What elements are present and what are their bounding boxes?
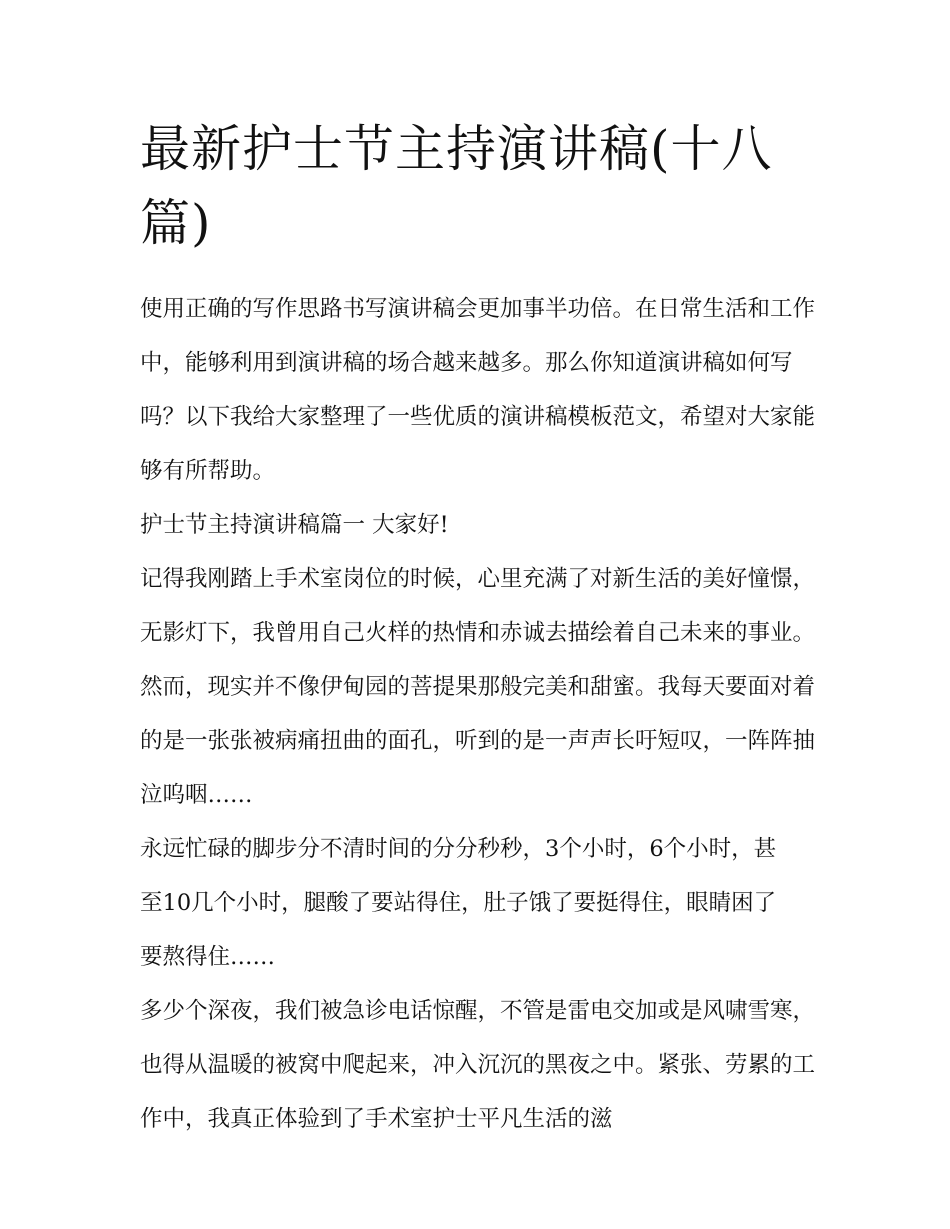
body-paragraph: 永远忙碌的脚步分不清时间的分分秒秒，3个小时，6个小时，甚至10几个小时，腿酸了要站得住，肚子饿了要挺得住，眼睛困了要熬得住…… — [140, 836, 777, 970]
body-paragraph: 多少个深夜，我们被急诊电话惊醒，不管是雷电交加或是风啸雪寒，也得从温暖的被窝中爬起来，冲入沉沉的黑夜之中。紧张、劳累的工作中，我真正体验到了手术室护士平凡生活的滋 — [140, 998, 816, 1132]
document-body — [140, 112, 815, 1146]
body-paragraph: 记得我刚踏上手术室岗位的时候，心里充满了对新生活的美好憧憬，无影灯下，我曾用自己火样的热情和赤诚去描绘着自己未来的事业。然而，现实并不像伊甸园的菩提果那般完美和甜蜜。我每天要面对着的是一张张被病痛扭曲的面孔，听到的是一声声长吁短叹，一阵阵抽泣呜咽…… — [140, 566, 816, 808]
section-heading: 护士节主持演讲稿篇一 大家好! — [140, 512, 449, 538]
intro-paragraph: 使用正确的写作思路书写演讲稿会更加事半功倍。在日常生活和工作中，能够利用到演讲稿的场合越来越多。那么你知道演讲稿如何写吗？以下我给大家整理了一些优质的演讲稿模板范文，希望对大家能够有所帮助。 — [140, 296, 816, 484]
document-title: 最新护士节主持演讲稿(十八篇) — [140, 120, 773, 252]
